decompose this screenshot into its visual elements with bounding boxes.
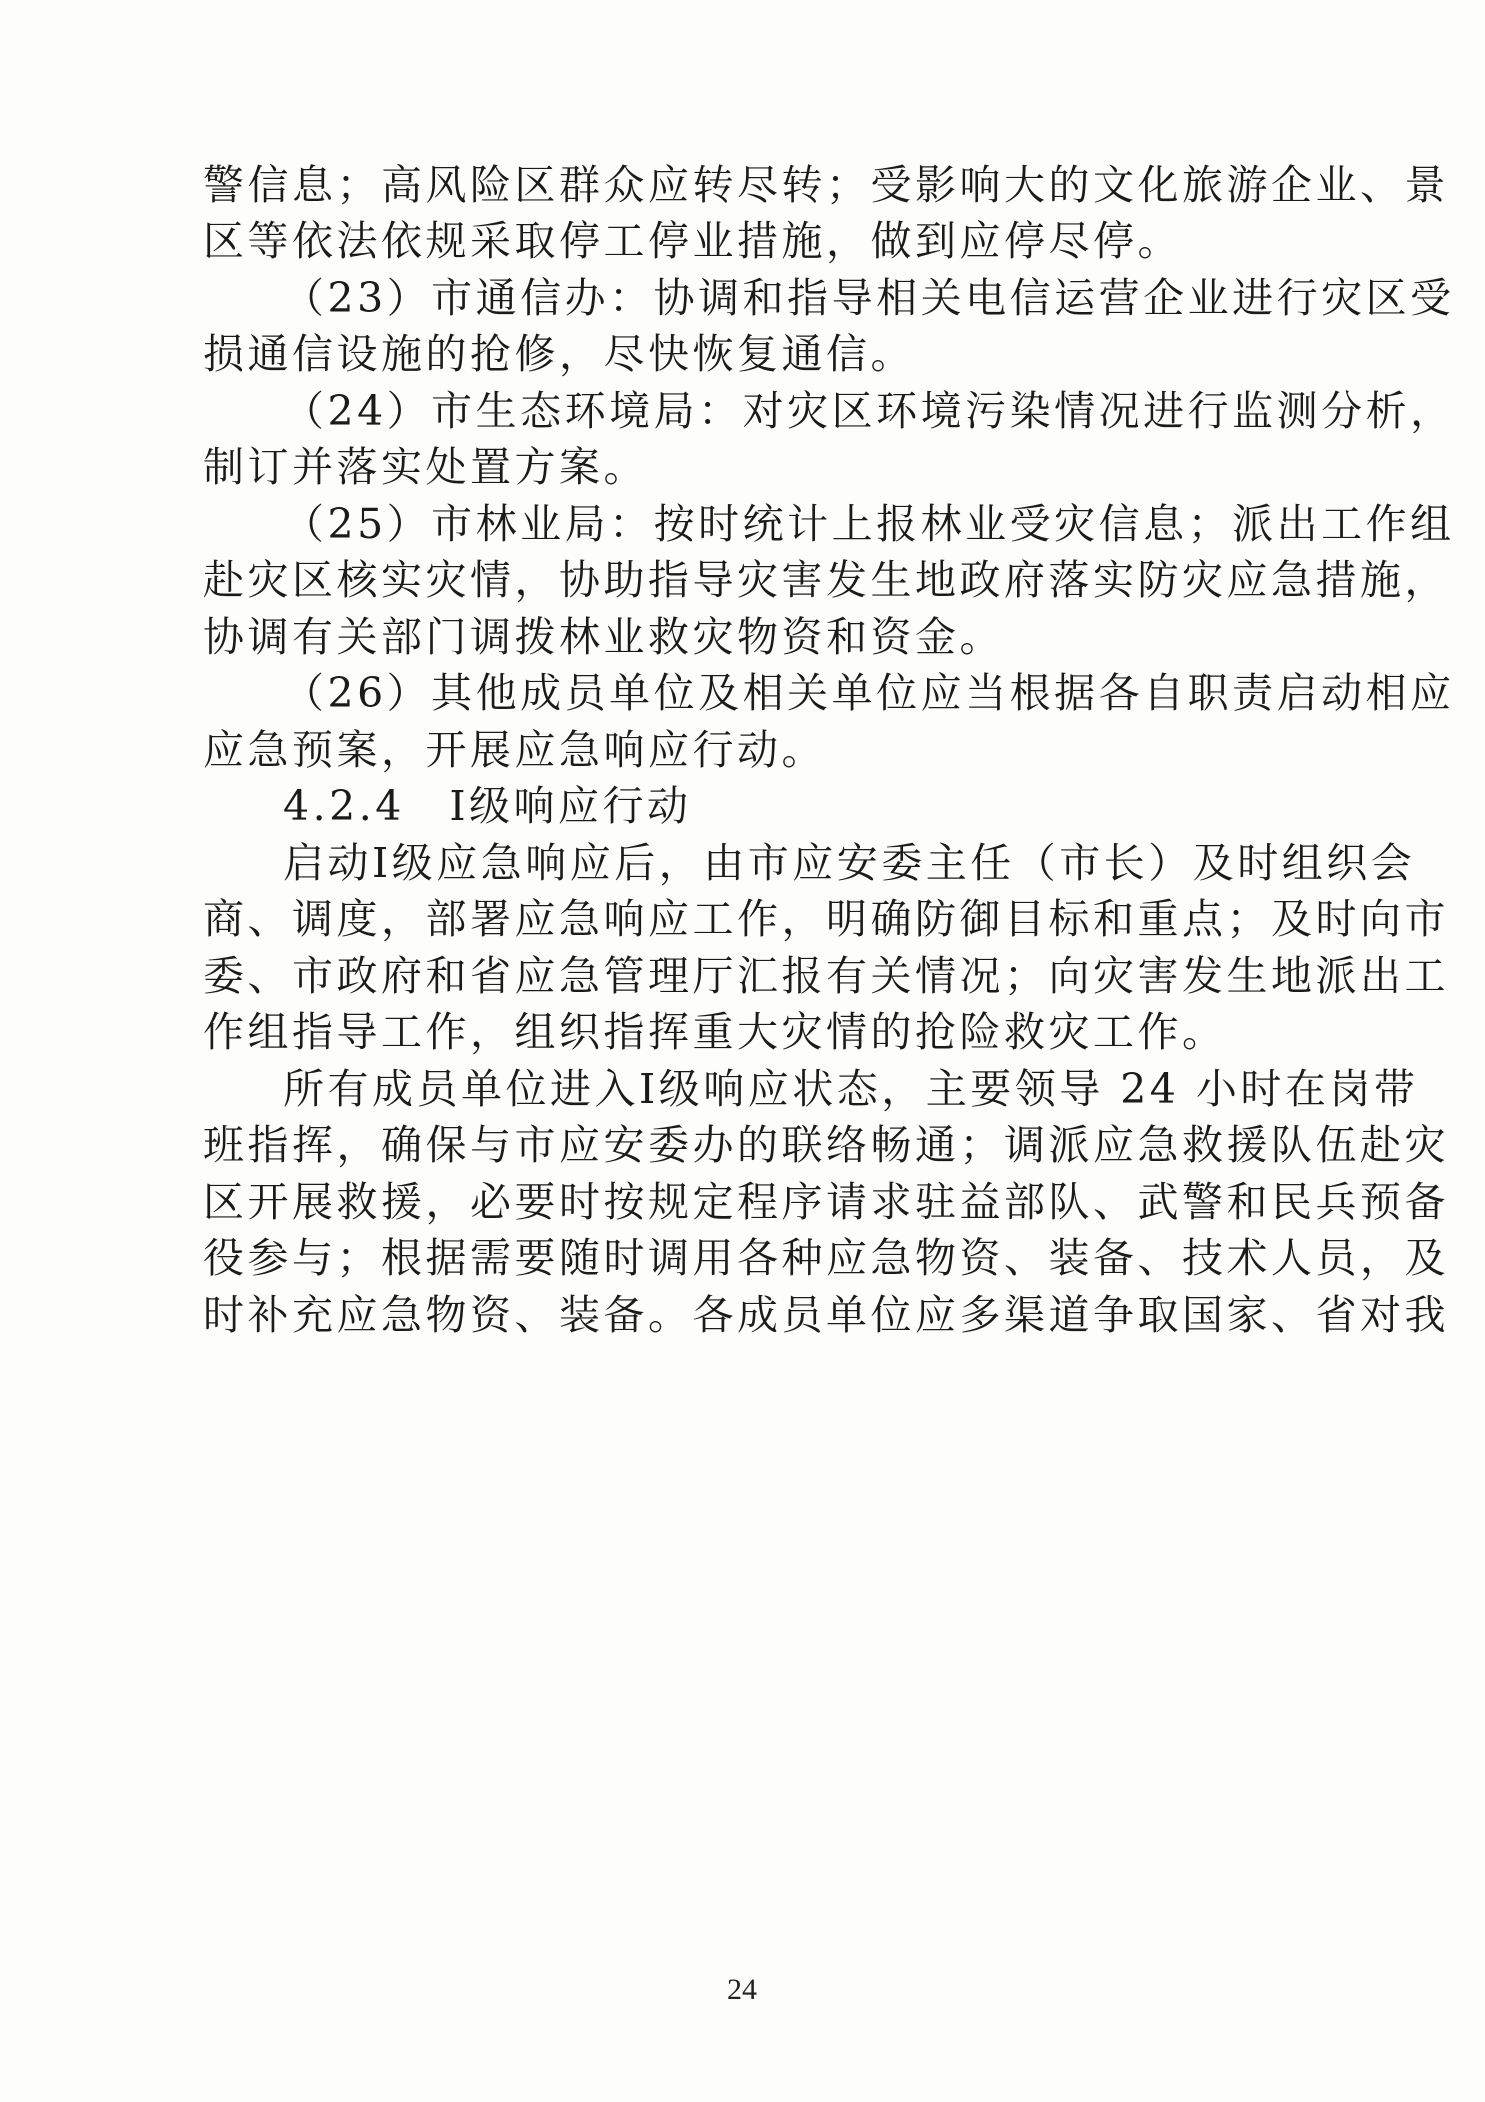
text-line: （26）其他成员单位及相关单位应当根据各自职责启动相应 bbox=[283, 669, 1455, 717]
text-line: 协调有关部门调拨林业救灾物资和资金。 bbox=[203, 613, 1004, 661]
text-line: 委、市政府和省应急管理厅汇报有关情况；向灾害发生地派出工 bbox=[203, 952, 1449, 1000]
text-line: 班指挥，确保与市应安委办的联络畅通；调派应急救援队伍赴灾 bbox=[203, 1121, 1449, 1169]
text-line: （25）市林业局：按时统计上报林业受灾信息；派出工作组 bbox=[283, 500, 1455, 548]
text-line: 损通信设施的抢修，尽快恢复通信。 bbox=[203, 330, 915, 378]
text-line: 所有成员单位进入Ⅰ级响应状态，主要领导 24 小时在岗带 bbox=[283, 1065, 1419, 1113]
text-line: 赴灾区核实灾情，协助指导灾害发生地政府落实防灾应急措施， bbox=[203, 556, 1449, 604]
section-heading: 4.2.4 Ⅰ级响应行动 bbox=[283, 782, 692, 830]
text-line: 时补充应急物资、装备。各成员单位应多渠道争取国家、省对我 bbox=[203, 1291, 1449, 1339]
text-line: 区等依法依规采取停工停业措施，做到应停尽停。 bbox=[203, 217, 1182, 265]
text-line: 应急预案，开展应急响应行动。 bbox=[203, 726, 826, 774]
text-line: 作组指导工作，组织指挥重大灾情的抢险救灾工作。 bbox=[203, 1008, 1227, 1056]
text-line: 制订并落实处置方案。 bbox=[203, 443, 648, 491]
text-line: （23）市通信办：协调和指导相关电信运营企业进行灾区受 bbox=[283, 274, 1455, 322]
page-number: 24 bbox=[727, 1973, 757, 2006]
text-line: 役参与；根据需要随时调用各种应急物资、装备、技术人员，及 bbox=[203, 1234, 1449, 1282]
text-line: 警信息；高风险区群众应转尽转；受影响大的文化旅游企业、景 bbox=[203, 161, 1449, 209]
text-line: 区开展救援，必要时按规定程序请求驻益部队、武警和民兵预备 bbox=[203, 1178, 1449, 1226]
text-line: 启动Ⅰ级应急响应后，由市应安委主任（市长）及时组织会 bbox=[283, 839, 1416, 887]
text-line: （24）市生态环境局：对灾区环境污染情况进行监测分析， bbox=[283, 387, 1455, 435]
text-line: 商、调度，部署应急响应工作，明确防御目标和重点；及时向市 bbox=[203, 895, 1449, 943]
